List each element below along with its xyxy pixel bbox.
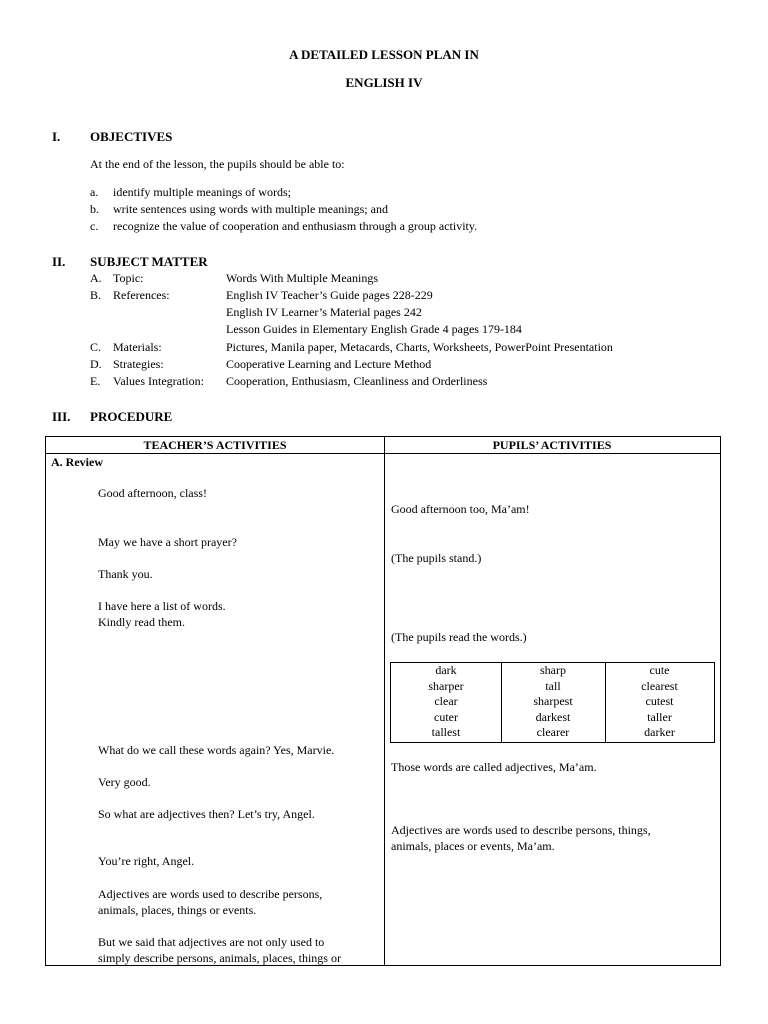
teacher-line: Kindly read them. xyxy=(98,615,185,629)
row-value: Cooperation, Enthusiasm, Cleanliness and Orderliness xyxy=(226,374,488,388)
teacher-line: But we said that adjectives are not only used to xyxy=(98,935,325,949)
row-marker: E. xyxy=(90,374,101,388)
word-cell: clearest xyxy=(641,678,678,693)
document-title-line1: A DETAILED LESSON PLAN IN xyxy=(289,47,479,62)
row-marker: D. xyxy=(90,357,102,371)
row-marker: C. xyxy=(90,340,102,354)
word-list-table xyxy=(390,662,715,743)
section-number: III. xyxy=(52,409,71,424)
list-marker: a. xyxy=(90,185,99,199)
row-marker: A. xyxy=(90,271,102,285)
list-text: write sentences using words with multiple meanings; and xyxy=(113,202,388,216)
section-number: I. xyxy=(52,129,61,144)
word-cell: darkest xyxy=(535,709,571,724)
row-marker: B. xyxy=(90,288,102,302)
teacher-line: animals, places, things or events. xyxy=(98,903,257,917)
header-divider xyxy=(46,453,720,454)
word-column xyxy=(605,663,714,742)
list-marker: c. xyxy=(90,219,99,233)
teacher-line: Good afternoon, class! xyxy=(98,486,207,500)
pupil-line: Those words are called adjectives, Ma’am. xyxy=(391,760,597,774)
row-value: English IV Teacher’s Guide pages 228-229 xyxy=(226,288,433,302)
word-cell: dark xyxy=(435,663,457,677)
word-column xyxy=(391,663,502,742)
teacher-line: Adjectives are words used to describe persons, xyxy=(98,887,323,901)
word-cell: tall xyxy=(545,678,561,693)
teacher-line: simply describe persons, animals, places, things or xyxy=(98,951,341,965)
section-title: OBJECTIVES xyxy=(90,129,173,144)
teacher-line: So what are adjectives then? Let’s try, Angel. xyxy=(98,807,315,821)
subject-matter-row xyxy=(90,373,690,390)
pupil-line: (The pupils stand.) xyxy=(391,551,482,565)
row-key: Values Integration: xyxy=(113,374,204,388)
row-key: Materials: xyxy=(113,340,162,354)
word-cell: cuter xyxy=(434,709,458,724)
teacher-line: May we have a short prayer? xyxy=(98,535,237,549)
row-key: Strategies: xyxy=(113,357,164,371)
subject-matter-row xyxy=(90,321,690,338)
word-cell: sharpest xyxy=(533,694,573,709)
row-value: English IV Learner’s Material pages 242 xyxy=(226,305,422,319)
row-value: Pictures, Manila paper, Metacards, Charts, Worksheets, PowerPoint Presentation xyxy=(226,340,613,354)
row-value: Cooperative Learning and Lecture Method xyxy=(226,357,432,371)
subject-matter-row xyxy=(90,339,690,356)
teacher-line: Thank you. xyxy=(98,567,153,581)
teacher-line: You’re right, Angel. xyxy=(98,854,195,868)
list-text: identify multiple meanings of words; xyxy=(113,185,291,199)
subject-matter-row xyxy=(90,270,690,287)
word-column xyxy=(501,663,606,742)
section-title: SUBJECT MATTER xyxy=(90,254,208,269)
word-cell: cute xyxy=(649,663,670,677)
pupils-column-header: PUPILS’ ACTIVITIES xyxy=(492,438,612,452)
pupil-line: Good afternoon too, Ma’am! xyxy=(391,502,530,516)
word-cell: clear xyxy=(434,694,458,709)
subject-matter-row xyxy=(90,304,690,321)
subject-matter-row xyxy=(90,287,690,304)
column-divider xyxy=(384,437,385,965)
list-text: recognize the value of cooperation and enthusiasm through a group activity. xyxy=(113,219,478,233)
word-cell: darker xyxy=(644,725,675,740)
list-marker: b. xyxy=(90,202,99,216)
word-cell: cutest xyxy=(645,694,674,709)
subject-matter-row xyxy=(90,356,690,373)
word-cell: taller xyxy=(647,709,672,724)
word-cell: sharp xyxy=(540,663,566,677)
word-cell: tallest xyxy=(431,725,461,740)
row-value: Words With Multiple Meanings xyxy=(226,271,378,285)
section-number: II. xyxy=(52,254,66,269)
row-value: Lesson Guides in Elementary English Grade 4 pages 179-184 xyxy=(226,322,522,336)
document-title-line2: ENGLISH IV xyxy=(345,75,423,90)
word-cell: clearer xyxy=(536,725,570,740)
pupil-line: animals, places or events, Ma’am. xyxy=(391,839,555,853)
teacher-line: Very good. xyxy=(98,775,151,789)
teacher-line: What do we call these words again? Yes, Marvie. xyxy=(98,743,335,757)
row-key: Topic: xyxy=(113,271,144,285)
word-cell: sharper xyxy=(428,678,464,693)
pupil-line: Adjectives are words used to describe persons, things, xyxy=(391,823,651,837)
row-key: References: xyxy=(113,288,170,302)
teacher-column-header: TEACHER’S ACTIVITIES xyxy=(143,438,287,452)
section-title: PROCEDURE xyxy=(90,409,173,424)
review-section-label: A. Review xyxy=(51,455,103,469)
teacher-line: I have here a list of words. xyxy=(98,599,226,613)
pupil-line: (The pupils read the words.) xyxy=(391,630,527,644)
objectives-intro: At the end of the lesson, the pupils should be able to: xyxy=(90,157,345,171)
